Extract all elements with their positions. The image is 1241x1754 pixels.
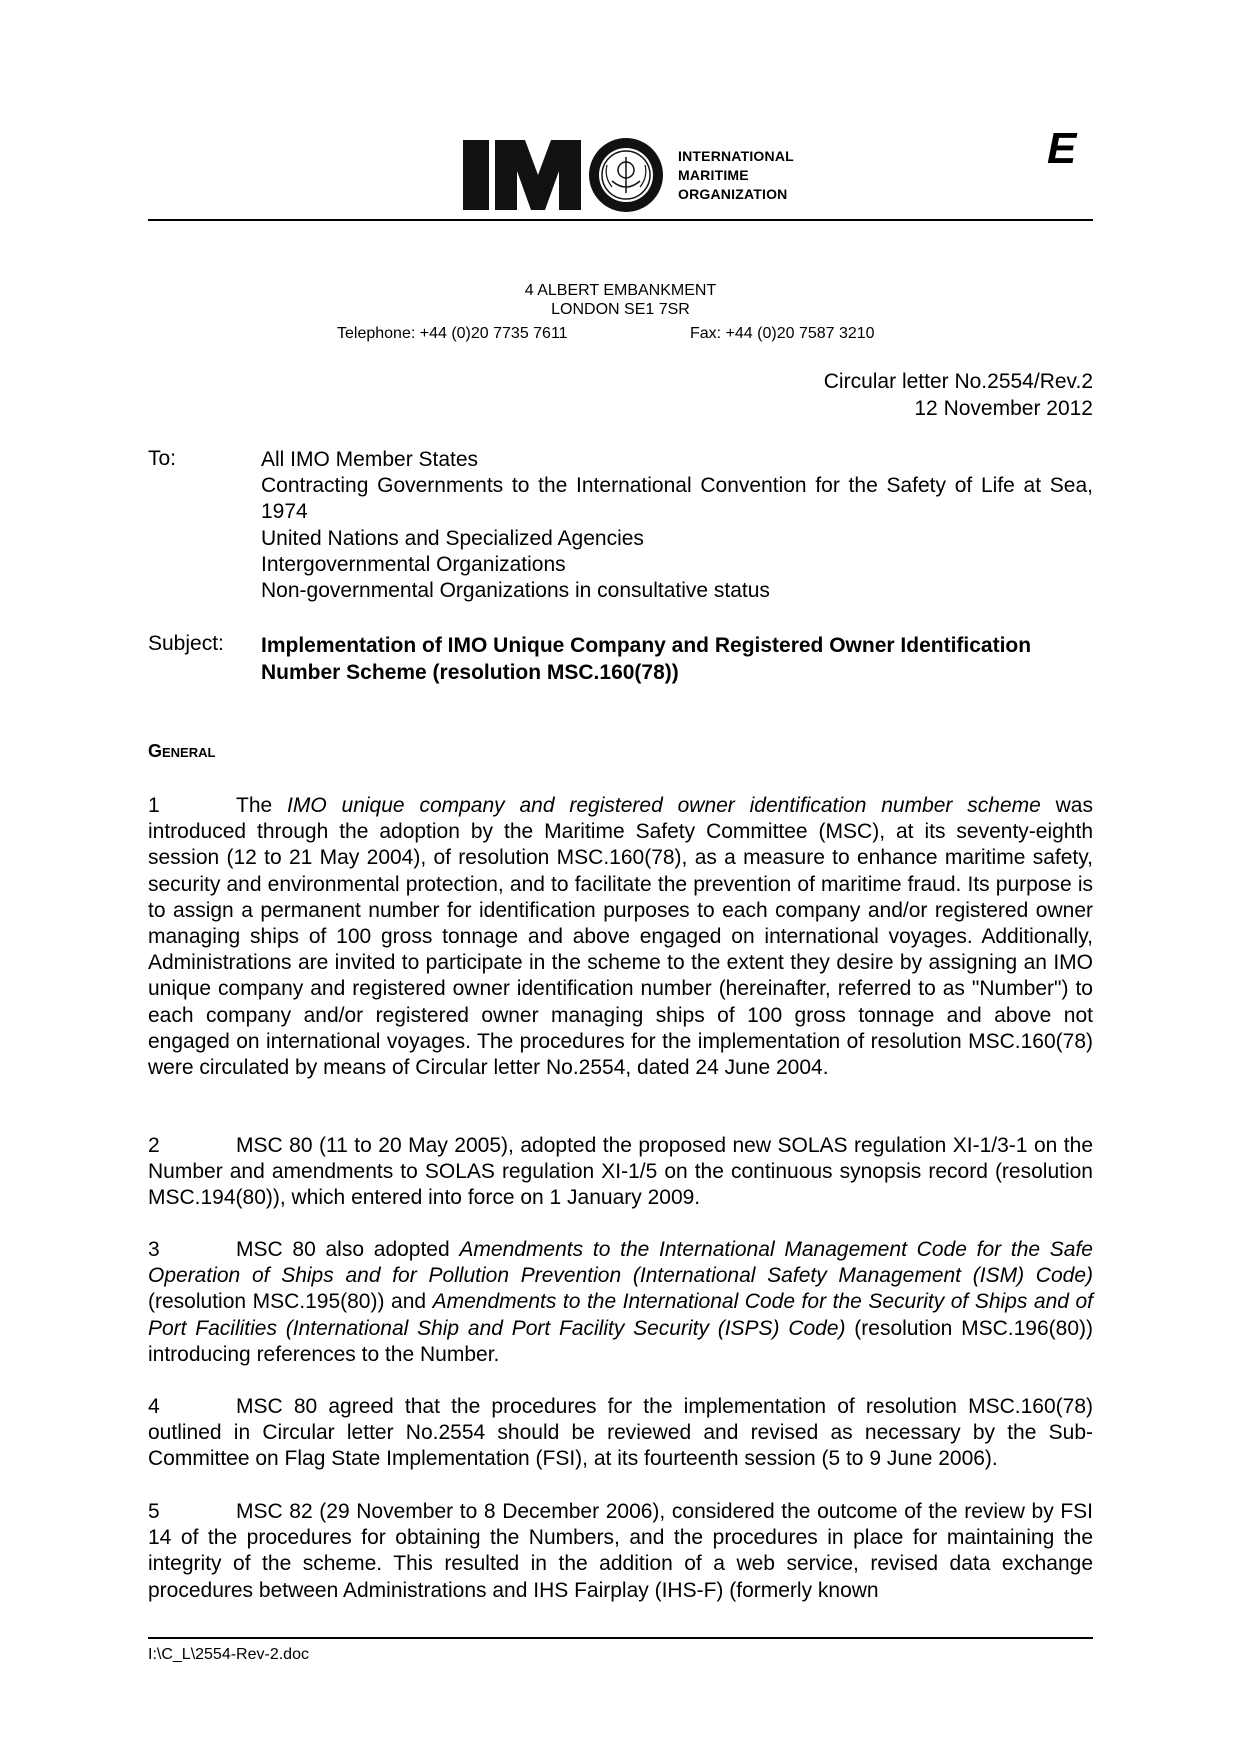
italic-text: Amendments to the International Code for the Security of Ships and of Port Facilities (International Ship and Port Facility Security (ISPS) Code) <box>148 1290 1093 1340</box>
circular-number: Circular letter No.2554/Rev.2 <box>823 370 1093 393</box>
recipient-list <box>261 447 1093 604</box>
recipient: Intergovernmental Organizations <box>261 552 566 576</box>
reference-block <box>824 368 1093 422</box>
recipient: United Nations and Specialized Agencies <box>261 526 644 550</box>
paragraph-text: was introduced through the adoption by the Maritime Safety Committee (MSC), at its seventy-eighth session (12 to 21 May 2004), of resolution MSC.160(78), as a measure to enhance maritime safety, security and environmental protection, and to facilitate the prevention of maritime fraud. Its purpose is to assign a permanent number for identification purposes to each company and/or registered owner managing ships of 100 gross tonnage and above engaged on international voyages. Additionally, Administrations are invited to participate in the scheme to the extent they desire by assigning an IMO unique company and registered owner identification number (hereinafter, referred to as "Number") to each company and/or registered owner managing ships of 100 gross tonnage and above not engaged on international voyages. The procedures for the implementation of resolution MSC.160(78) were circulated by means of Circular letter No.2554, dated 24 June 2004. <box>148 794 1093 1080</box>
fax: Fax: +44 (0)20 7587 3210 <box>690 325 875 342</box>
footer-divider <box>148 1637 1093 1639</box>
recipient: All IMO Member States <box>261 448 479 471</box>
paragraph <box>148 1237 1093 1368</box>
paragraph-number: 5 <box>148 1500 160 1523</box>
address-block <box>148 281 1093 319</box>
italic-text: IMO unique company and registered owner identification number scheme <box>287 794 1041 817</box>
paragraph-text: MSC 82 (29 November to 8 December 2006), considered the outcome of the review by FSI 14 of the procedures for obtaining the Numbers, and the procedures in place for maintaining the integrity of the scheme. This resulted in the addition of a web service, revised data exchange procedures between Administrations and IHS Fairplay (IHS-F) (formerly known <box>148 1500 1093 1602</box>
recipient: Contracting Governments to the International Convention for the Safety of Life at Sea, 1974 <box>261 474 1093 524</box>
paragraph <box>148 793 1093 1081</box>
paragraph <box>148 1133 1093 1212</box>
address-line: LONDON SE1 7SR <box>551 301 690 318</box>
address-line: 4 ALBERT EMBANKMENT <box>524 282 717 299</box>
logo-line: MARITIME <box>678 166 749 183</box>
paragraph <box>148 1394 1093 1473</box>
paragraph-text: The <box>236 794 288 817</box>
paragraph <box>148 1499 1093 1604</box>
paragraph-text: (resolution MSC.195(80)) and <box>148 1290 433 1314</box>
file-path: I:\C_L\2554-Rev-2.doc <box>148 1646 309 1663</box>
recipient: Non-governmental Organizations in consultative status <box>261 579 770 603</box>
imo-logo <box>463 137 794 213</box>
logo-line: ORGANIZATION <box>678 185 788 202</box>
paragraph-text: MSC 80 (11 to 20 May 2005), adopted the proposed new SOLAS regulation XI-1/3-1 on the Number and amendments to SOLAS regulation XI-1/5 on the continuous synopsis record (resolution MSC.194(80)), which entered into force on 1 January 2009. <box>148 1134 1093 1210</box>
telephone: Telephone: +44 (0)20 7735 7611 <box>337 325 568 342</box>
header-divider <box>148 219 1093 221</box>
to-label: To: <box>148 447 177 470</box>
paragraph-text: MSC 80 agreed that the procedures for the implementation of resolution MSC.160(78) outlined in Circular letter No.2554 should be reviewed and revised as necessary by the Sub-Committee on Flag State Implementation (FSI), at its fourteenth session (5 to 9 June 2006). <box>148 1395 1093 1471</box>
section-heading: General <box>148 741 216 761</box>
paragraph-number: 2 <box>148 1134 160 1157</box>
subject-label: Subject: <box>148 632 224 655</box>
logo-line: INTERNATIONAL <box>678 147 794 164</box>
logo-wordmark <box>678 147 794 204</box>
paragraph-number: 4 <box>148 1395 160 1418</box>
paragraph-number: 3 <box>148 1238 160 1261</box>
subject-text: Implementation of IMO Unique Company and Registered Owner Identification Number Scheme (resolution MSC.160(78)) <box>261 634 1032 684</box>
letter-date: 12 November 2012 <box>914 397 1093 420</box>
language-mark: E <box>1047 124 1077 173</box>
imo-emblem-icon <box>463 137 668 213</box>
paragraph-text: (resolution MSC.196(80)) introducing references to the Number. <box>148 1316 1093 1366</box>
paragraph-text: MSC 80 also adopted <box>236 1238 460 1261</box>
italic-text: Amendments to the International Management Code for the Safe Operation of Ships and for Pollution Prevention (International Safety Management (ISM) Code) <box>148 1238 1093 1288</box>
paragraph-number: 1 <box>148 794 160 817</box>
